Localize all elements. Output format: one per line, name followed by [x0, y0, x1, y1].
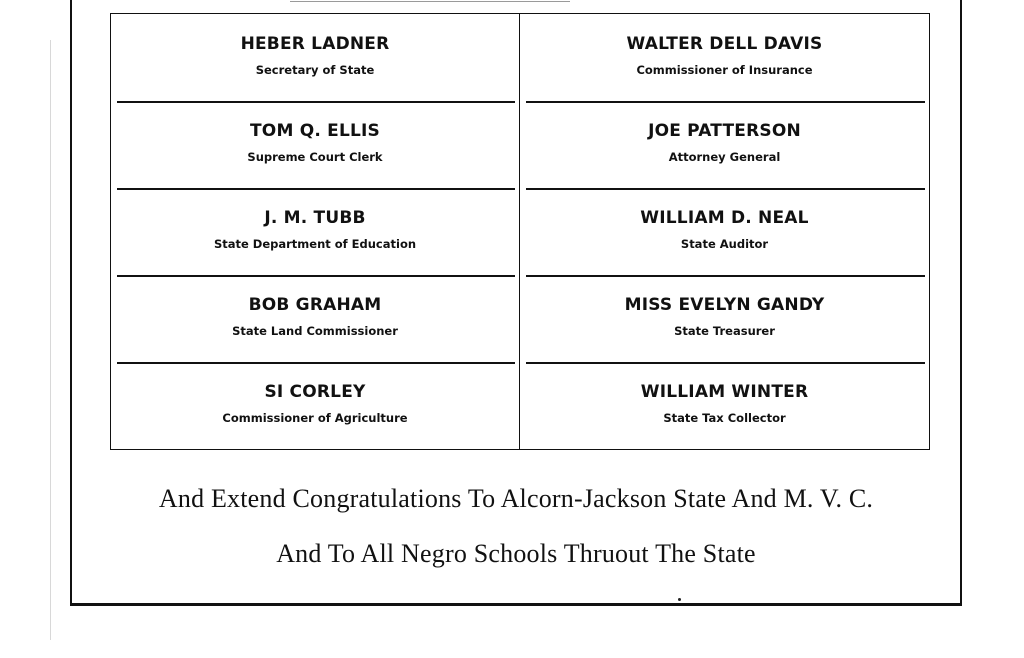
official-name: JOE PATTERSON — [648, 121, 801, 141]
congratulations-line-2: And To All Negro Schools Thruout The State — [276, 539, 756, 568]
official-cell — [111, 101, 519, 188]
official-name: BOB GRAHAM — [248, 295, 382, 315]
official-cell — [111, 14, 519, 101]
official-title: Supreme Court Clerk — [247, 150, 383, 164]
official-title: State Department of Education — [213, 237, 417, 251]
official-name: WILLIAM WINTER — [640, 382, 809, 402]
official-title: State Tax Collector — [663, 411, 786, 425]
official-cell — [111, 188, 519, 275]
officials-column-left — [111, 14, 520, 449]
official-name: SI CORLEY — [264, 382, 366, 402]
official-cell — [111, 275, 519, 362]
print-speck — [678, 598, 681, 601]
official-title: Secretary of State — [255, 63, 375, 77]
official-cell — [520, 188, 929, 275]
official-name: WILLIAM D. NEAL — [640, 208, 809, 228]
official-title: Attorney General — [668, 150, 781, 164]
officials-column-right — [520, 14, 929, 449]
official-cell — [520, 275, 929, 362]
official-name: HEBER LADNER — [240, 34, 390, 54]
official-name: TOM Q. ELLIS — [250, 121, 380, 141]
official-title: Commissioner of Insurance — [636, 63, 813, 77]
official-title: State Treasurer — [674, 324, 775, 338]
official-name: WALTER DELL DAVIS — [626, 34, 823, 54]
official-name: J. M. TUBB — [264, 208, 366, 228]
official-title: State Auditor — [680, 237, 769, 251]
officials-table — [110, 13, 930, 450]
official-cell — [520, 101, 929, 188]
official-title: Commissioner of Agriculture — [222, 411, 408, 425]
official-cell — [520, 14, 929, 101]
margin-line — [50, 40, 51, 640]
official-cell — [111, 362, 519, 449]
congratulations-line-1: And Extend Congratulations To Alcorn-Jackson State And M. V. C. — [158, 484, 874, 513]
official-cell — [520, 362, 929, 449]
official-title: State Land Commissioner — [232, 324, 398, 338]
official-name: MISS EVELYN GANDY — [624, 295, 825, 315]
